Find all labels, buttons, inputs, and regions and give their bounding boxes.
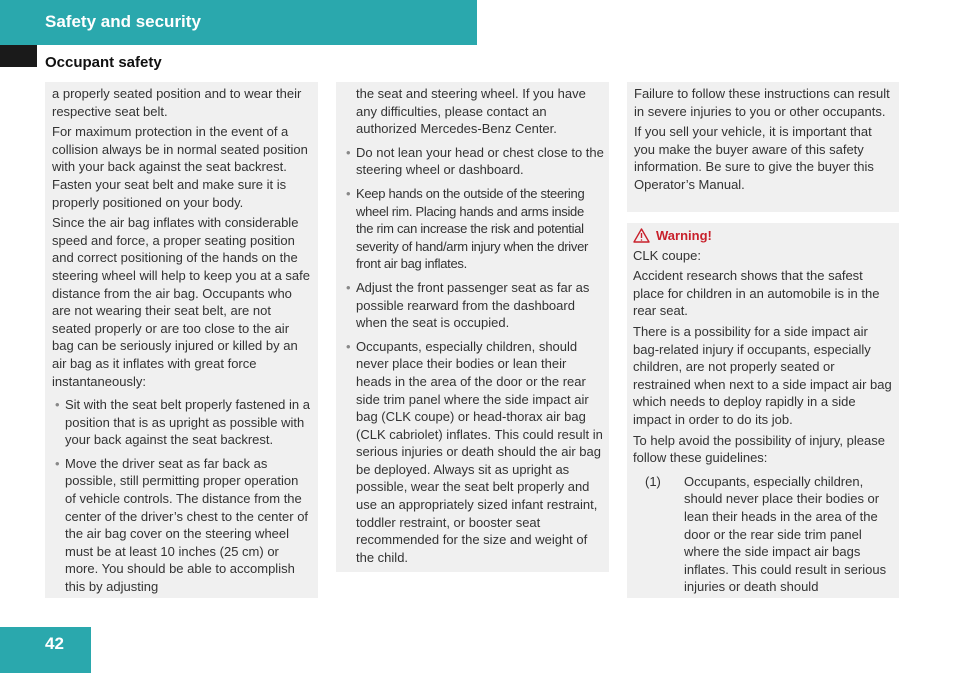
bullet-item: • Keep hands on the outside of the steering wheel rim. Placing hands and arms inside the rim can increase the risk and potential severity of hand/arm injury when the driver front air bag inflates. xyxy=(343,185,604,273)
paragraph: a properly seated position and to wear their respective seat belt. xyxy=(52,86,302,119)
bullet-item: • Do not lean your head or chest close to the steering wheel or dashboard. xyxy=(343,144,604,179)
paragraph: For maximum protection in the event of a collision always be in normal seated position with your back against the seat backrest. Fasten your seat belt and make sure it is properly positioned on your body. xyxy=(52,124,308,210)
item-text: Occupants, especially children, should never place their bodies or lean their heads in the area of the door or the rear side trim panel where the side impact air bags inflates. This could result in serious injuries or death should xyxy=(684,473,887,595)
paragraph: the seat and steering wheel. If you have any difficulties, please contact an authorized Mercedes-Benz Center. xyxy=(356,86,586,137)
section-marker xyxy=(0,45,37,67)
paragraph: There is a possibility for a side impact air bag-related injury if occupants, especially children, are not properly seated or restrained when next to a side impact air bag which needs to deploy rapidly in a side impact in order to do its job. xyxy=(633,323,892,427)
warning-box xyxy=(627,223,899,598)
paragraph: Since the air bag inflates with considerable speed and force, a proper seating position and correct positioning of the hands on the steering wheel will help to keep you at a safe distance from the air bag. Occupants who are not wearing their seat belt, are not seated properly or are too close to the air bag can be seriously injured or killed by an air bag as it inflates with great force instantaneously: xyxy=(52,215,310,389)
bullet-item: • Sit with the seat belt properly fastened in a position that is as upright as possible with your back against the seat backrest. xyxy=(52,396,312,449)
paragraph: To help avoid the possibility of injury, please follow these guidelines: xyxy=(633,432,885,466)
paragraph: Failure to follow these instructions can result in severe injuries to you or other occupants. xyxy=(634,86,890,119)
warning-label: Warning! xyxy=(656,228,712,243)
page-number: 42 xyxy=(45,634,64,653)
paragraph: Accident research shows that the safest place for children in an automobile is in the rear seat. xyxy=(633,268,880,319)
paragraph: If you sell your vehicle, it is important that you make the buyer aware of this safety information. Be sure to give the buyer this Operator’s Manual. xyxy=(634,124,874,192)
paragraph: CLK coupe: xyxy=(633,247,701,263)
text-column-2 xyxy=(336,82,609,572)
bullet-item: • Occupants, especially children, should never place their bodies or lean their heads in the area of the door or the rear side trim panel where the side impact air bag (CLK coupe) or head-thorax air bag (CLK cabriolet) inflates. This could result in serious injuries or death should the air bag be deployed. Always sit as upright as possible, wear the seat belt properly and use an appropriately sized infant restraint, toddler restraint, or booster seat recommended for the size and weight of the child. xyxy=(343,338,604,567)
numbered-item xyxy=(633,473,893,596)
bullet-item: • Move the driver seat as far back as possible, still permitting proper operation of vehicle controls. The distance from the center of the driver’s chest to the center of the air bag cover on the steering wheel must be at least 10 inches (25 cm) or more. You should be able to accomplish this by adjusting xyxy=(52,455,312,596)
item-number: (1) xyxy=(645,473,661,489)
text-column-3 xyxy=(627,82,899,212)
bullet-item: • Adjust the front passenger seat as far as possible rearward from the dashboard when the seat is occupied. xyxy=(343,279,604,332)
section-title: Occupant safety xyxy=(45,54,162,71)
warning-header xyxy=(633,227,893,245)
chapter-title: Safety and security xyxy=(45,12,201,31)
text-column-1 xyxy=(45,82,318,598)
warning-triangle-icon xyxy=(633,228,650,243)
